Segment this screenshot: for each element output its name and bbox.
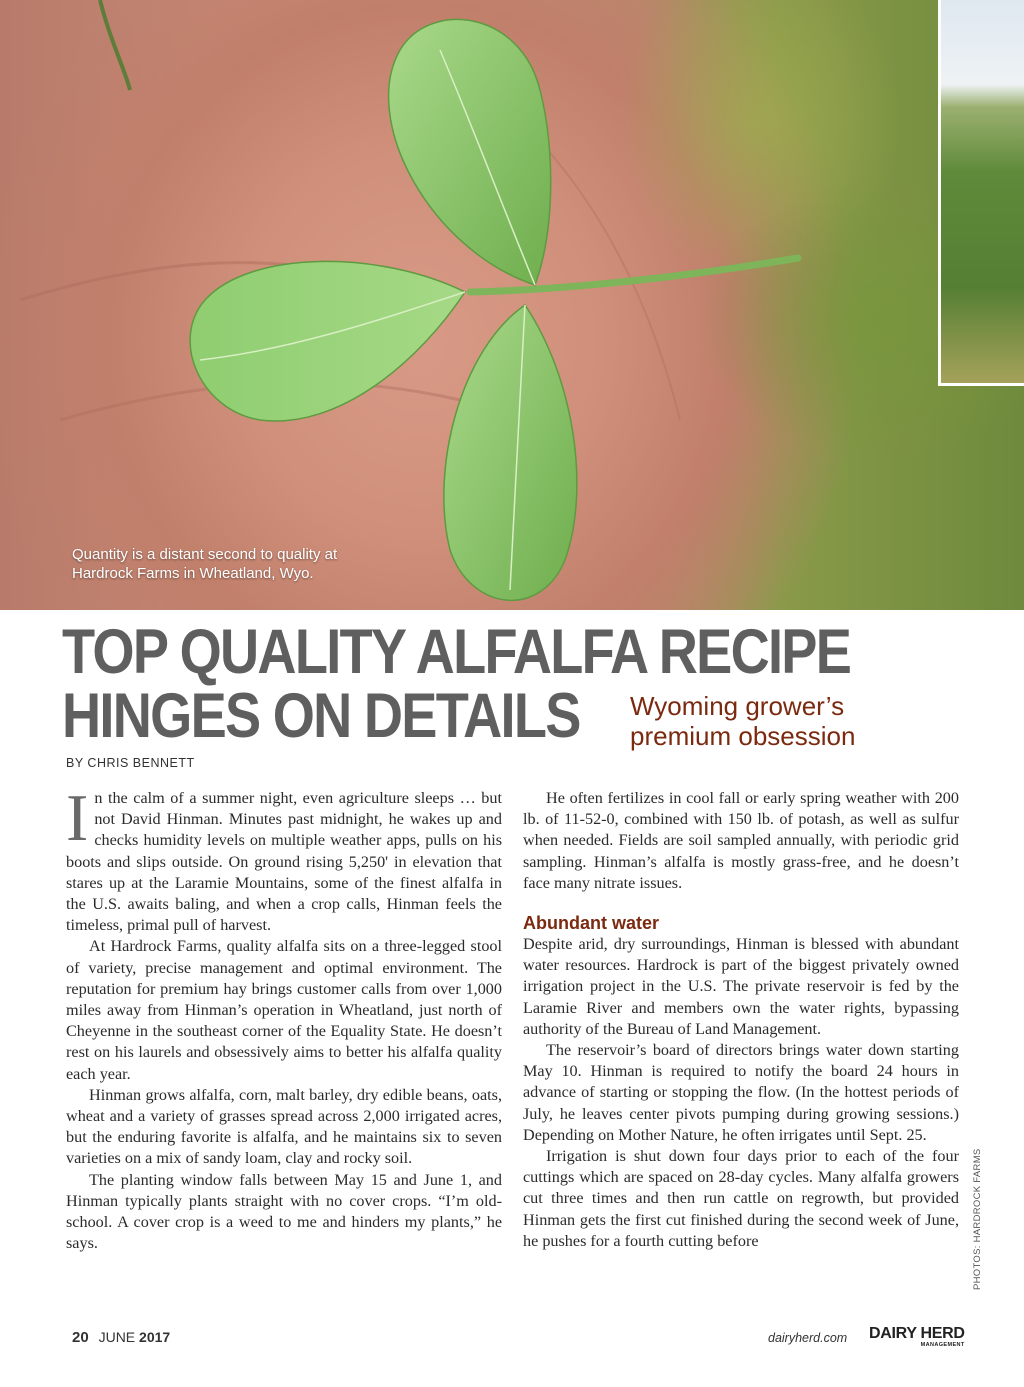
paragraph: Despite arid, dry surroundings, Hinman is blessed with abundant water resources. Hardrock is part of the biggest privately owned irrigation project in the U.S. The private reservoir is fed by the Laramie River and members own the water rights, bypassing authority of the Bureau of Land Management. [523,935,959,1038]
paragraph: At Hardrock Farms, quality alfalfa sits on a three-legged stool of variety, precise management and optimal environment. The reputation for premium hay brings customer calls from over 1,000 miles away from Hinman’s operation in Wheatland, just north of Cheyenne in the southeast corner of the Equality State. He doesn’t rest on his laurels and obsessively aims to better his alfalfa quality each year. [66,937,502,1083]
paragraph: In the calm of a summer night, even agriculture sleeps … but not David Hinman. Minutes past midnight, he wakes up and checks humidity levels on multiple weather apps, pulls on his boots and slips outside. On ground rising 5,250' in elevation that stares up at the Laramie Mountains, some of the finest alfalfa in the U.S. awaits baling, and when a crop calls, Hinman feels the timeless, primal pull of harvest. [66,781,502,935]
drop-cap: I [66,781,89,855]
hero-photo [0,0,1024,610]
photo-credit: PHOTOS: HARDROCK FARMS [972,1148,983,1290]
publication-logo [869,1325,965,1349]
left-column [66,781,502,1254]
paragraph: Irrigation is shut down four days prior to each of the four cuttings which are spaced on 28-day cycles. Many alfalfa growers cut three times and then run cattle on regrowth, but provided Hinman gets the first cut finished during the second week of June, he pushes for a fourth cutting before [523,1147,959,1250]
page-footer-date [72,1329,170,1346]
website-url[interactable]: dairyherd.com [768,1331,848,1345]
alfalfa-leaf-illustration [0,0,1024,610]
headline-line-2: HINGES ON DETAILS [62,681,580,751]
paragraph: Hinman grows alfalfa, corn, malt barley, dry edible beans, oats, wheat and a variety of grasses spread across 2,000 irrigated acres, but the enduring favorite is alfalfa, and he maintains six to seven varieties on a mix of sandy loam, clay and rocky soil. [66,1085,502,1168]
section-heading: Abundant water [523,913,660,934]
headline-line-1: TOP QUALITY ALFALFA RECIPE [62,617,851,687]
brand-name: DAIRY HERD [869,1325,965,1342]
paragraph: The reservoir’s board of directors brings water down starting May 10. Hinman is required to notify the board 24 hours in advance of starting or stopping the flow. (In the hottest periods of July, he leaves center pivots pumping during growing sessions.) Depending on Mother Nature, he often irrigates until Sept. 25. [523,1041,959,1144]
field-inset-photo [938,0,1024,386]
paragraph: The planting window falls between May 15 and June 1, and Hinman typically plants straight with no cover crops. “I’m old-school. A cover crop is a weed to me and hinders my plants,” he says. [66,1170,502,1253]
right-column [523,788,959,1252]
page-number: 20 [72,1329,89,1346]
brand-subtitle: MANAGEMENT [920,1342,965,1348]
article-subhead: Wyoming grower’s premium obsession [630,691,856,751]
issue-month: JUNE [98,1329,136,1345]
paragraph: He often fertilizes in cool fall or early spring weather with 200 lb. of 11-52-0, combined with 150 lb. of potash, as well as sulfur when needed. Fields are soil sampled annually, with periodic grid sampling. Hinman’s alfalfa is mostly grass-free, and he doesn’t face many nitrate issues. [523,789,959,892]
byline: BY CHRIS BENNETT [66,756,195,770]
photo-caption: Quantity is a distant second to quality at Hardrock Farms in Wheatland, Wyo. [72,546,338,582]
issue-year: 2017 [139,1329,171,1345]
